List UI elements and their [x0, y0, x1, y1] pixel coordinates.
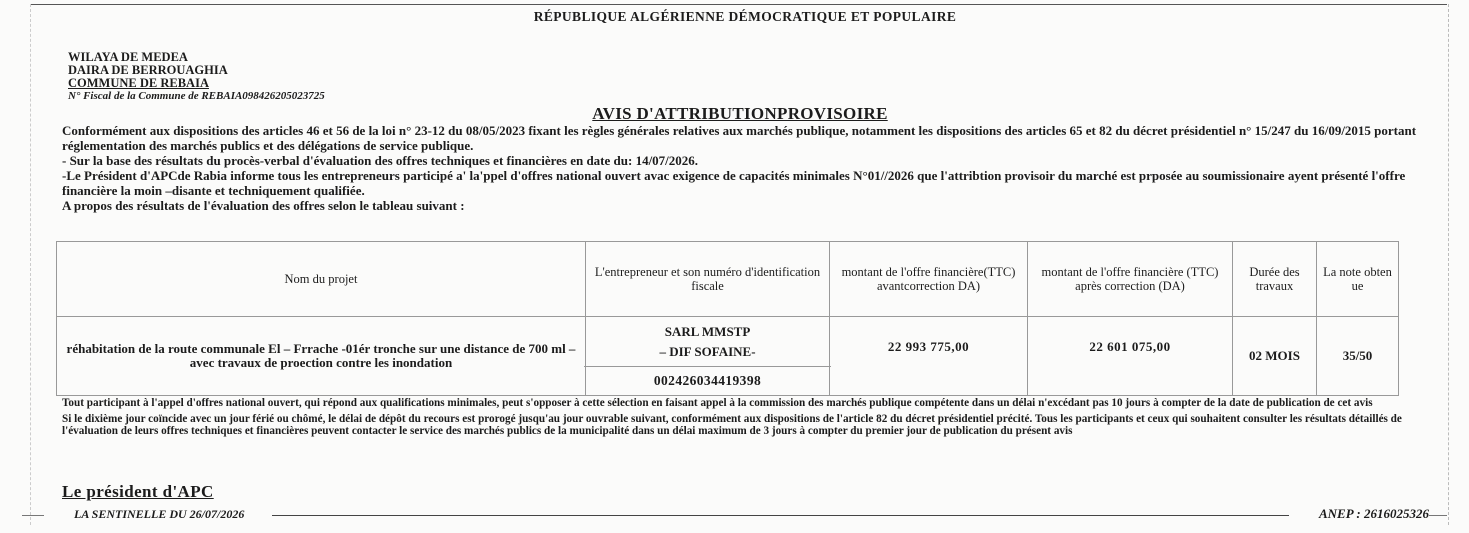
header-entrepreneur: L'entrepreneur et son numéro d'identification fiscale — [586, 242, 830, 317]
entrepreneur-nif: 002426034419398 — [653, 373, 762, 388]
fiscal-number: N° Fiscal de la Commune de REBAIA098426205023725 — [68, 90, 325, 102]
note-deadline: Si le dixième jour coïncide avec un jour férié ou chômé, le délai de dépôt du recours est prorogé jusqu'au jour ouvrable suivant, conformément aux dispositions de l'article 82 du décret présidentiel précité. Tous les participants et ceux qui souhaitent consulter les résultats détaillés de l'évaluation de leurs offres techniques et financières peuvent contacter le service des marchés publics de la municipalité dans un délai maximum de 3 jours à compter du premier jour de publication du présent avis — [62, 412, 1402, 437]
signature: Le président d'APC — [62, 482, 214, 501]
header-duration: Durée des travaux — [1233, 242, 1317, 317]
header-amount-before: montant de l'offre financière(TTC) avantcorrection DA) — [830, 242, 1028, 317]
right-edge — [1448, 4, 1449, 525]
entrepreneur-manager: – DIF SOFAINE- — [659, 343, 756, 359]
table-row — [57, 317, 1399, 396]
cell-project: réhabitation de la route communale El – Frrache -01ér tronche sur une distance de 700 ml – avec travaux de proection contre les inondation — [57, 317, 586, 396]
entrepreneur-name — [584, 317, 831, 367]
header-score: La note obten ue — [1317, 242, 1399, 317]
footer-dash-right — [1429, 515, 1447, 516]
note-appeal: Tout participant à l'appel d'offres national ouvert, qui répond aux qualifications minimales, peut s'opposer à cette sélection en faisant appel à la commission des marchés publique compétente dans un délai n'excédant pas 10 jours à compter de la date de publication de cet avis — [62, 397, 1373, 409]
commune-line: COMMUNE DE REBAIA — [68, 76, 209, 90]
cell-duration: 02 MOIS — [1233, 317, 1317, 396]
intro-legal-basis: Conformément aux dispositions des articles 46 et 56 de la loi n° 23-12 du 08/05/2023 fixant les règles générales relatives aux marchés publique, notamment les dispositions des articles 65 et 82 du décret présidentiel n° 15/247 du 16/09/2015 portant réglementation des marchés publics et des délégations de service publique. — [62, 123, 1417, 153]
republic-heading: RÉPUBLIQUE ALGÉRIENNE DÉMOCRATIQUE ET POPULAIRE — [533, 9, 957, 24]
top-border — [30, 4, 1447, 5]
cell-entrepreneur — [586, 317, 830, 396]
intro-evaluation-date: - Sur la base des résultats du procès-verbal d'évaluation des offres techniques et financières en date du: 14/07/2026. — [62, 153, 699, 168]
intro-announcement: -Le Président d'APCde Rabia informe tous les entrepreneurs participé a' la'ppel d'offres national ouvert avac exigence de capacités minimales N°01//2026 que l'attribtion provisoir du marché est prposée au soumissionaire ayent présenté l'offre financière la moin –disante et techniquement qualifiée. — [62, 168, 1406, 198]
footer-dash-left — [22, 515, 44, 516]
header-project: Nom du projet — [57, 242, 586, 317]
intro-text — [62, 123, 1442, 213]
cell-amount-after: 22 601 075,00 — [1028, 317, 1233, 396]
wilaya-line: WILAYA DE MEDEA — [68, 50, 188, 64]
intro-table-lead: A propos des résultats de l'évaluation des offres selon le tableau suivant : — [62, 198, 465, 213]
entrepreneur-company: SARL MMSTP — [664, 323, 751, 339]
table-header-row — [57, 242, 1399, 317]
footer-rule — [272, 515, 1289, 516]
left-edge — [30, 4, 31, 525]
cell-score: 35/50 — [1317, 317, 1399, 396]
appeal-notes — [62, 397, 1442, 441]
footer-publication: LA SENTINELLE DU 26/07/2026 — [74, 507, 245, 521]
issuer-block — [68, 51, 325, 103]
cell-amount-before: 22 993 775,00 — [830, 317, 1028, 396]
header-amount-after: montant de l'offre financière (TTC) après correction (DA) — [1028, 242, 1233, 317]
footer-anep: ANEP : 2616025326 — [1318, 506, 1429, 521]
notice-title: AVIS D'ATTRIBUTIONPROVISOIRE — [592, 104, 888, 123]
daira-line: DAIRA DE BERROUAGHIA — [68, 63, 228, 77]
results-table — [56, 241, 1399, 396]
